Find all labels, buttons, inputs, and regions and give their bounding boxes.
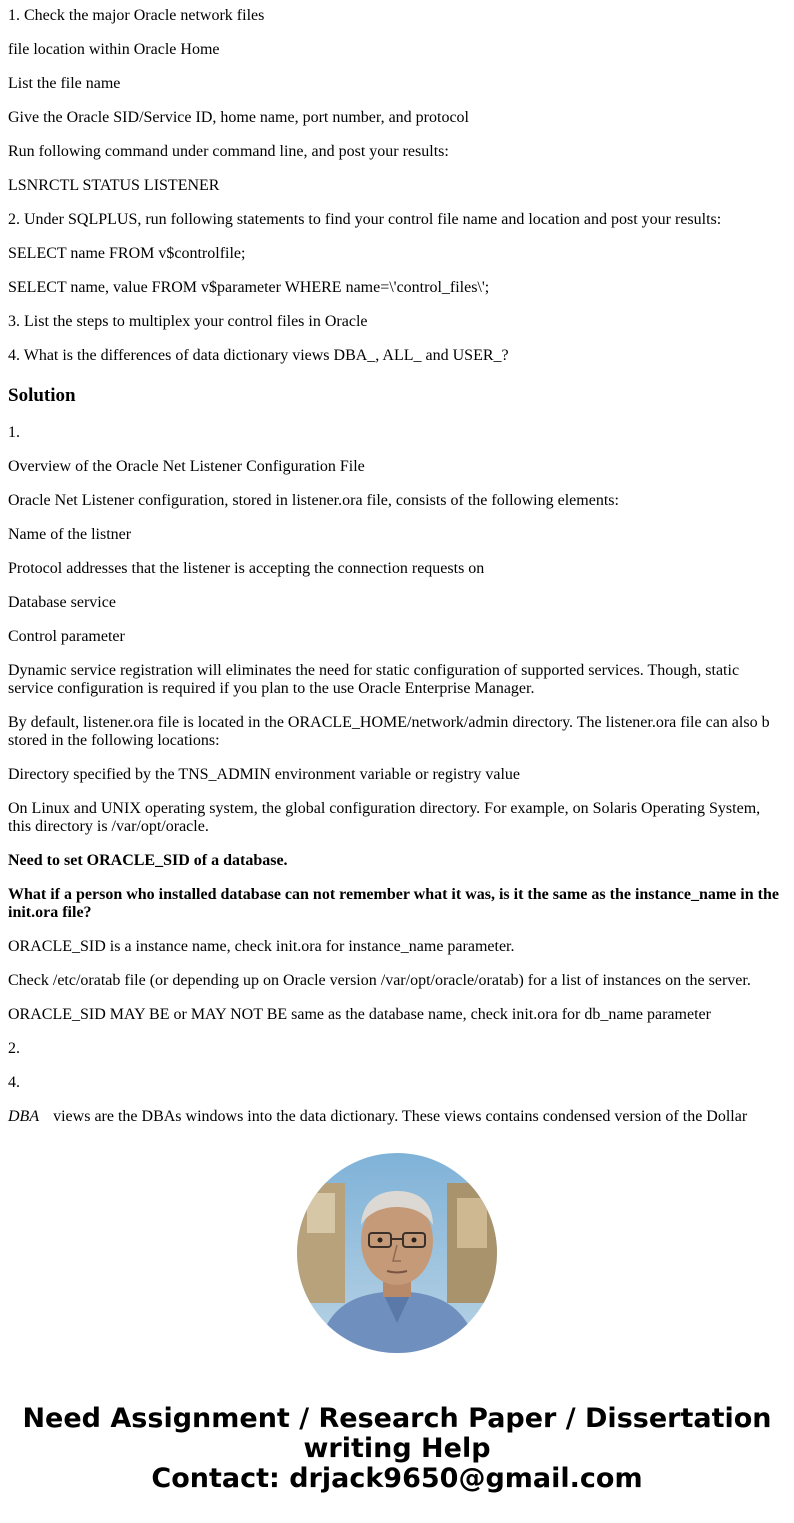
solution-paragraph: Control parameter (8, 628, 125, 645)
solution-paragraph: Check /etc/oratab file (or depending up on Oracle version /var/opt/oracle/oratab) for a list of instances on the server. (8, 972, 751, 989)
solution-paragraph: Database service (8, 594, 116, 611)
question-line: 3. List the steps to multiplex your control files in Oracle (8, 313, 368, 330)
question-line: SELECT name FROM v$controlfile; (8, 245, 246, 262)
author-photo (297, 1153, 497, 1353)
solution-paragraph: ORACLE_SID is a instance name, check init.ora for instance_name parameter. (8, 938, 515, 955)
solution-heading: Solution (8, 385, 76, 406)
question-line: file location within Oracle Home (8, 41, 220, 58)
solution-paragraph: Directory specified by the TNS_ADMIN environment variable or registry value (8, 766, 520, 783)
dba-views-paragraph (8, 1108, 780, 1126)
question-line: List the file name (8, 75, 121, 92)
solution-paragraph: ORACLE_SID MAY BE or MAY NOT BE same as the database name, check init.ora for db_name parameter (8, 1006, 711, 1023)
solution-paragraph-bold: What if a person who installed database can not remember what it was, is it the same as the instance_name in the init.ora file? (8, 886, 779, 921)
footer-line-2: writing Help (303, 1433, 491, 1464)
footer-contact-line: Contact: drjack9650@gmail.com (151, 1463, 643, 1494)
dba-term: DBA (8, 1108, 40, 1125)
author-avatar (297, 1153, 497, 1353)
solution-paragraph-bold: Need to set ORACLE_SID of a database. (8, 852, 288, 869)
question-line: Give the Oracle SID/Service ID, home name, port number, and protocol (8, 109, 469, 126)
solution-paragraph: Protocol addresses that the listener is accepting the connection requests on (8, 560, 485, 577)
solution-paragraph: 4. (8, 1074, 20, 1091)
question-line: 1. Check the major Oracle network files (8, 7, 265, 24)
solution-paragraph: Oracle Net Listener configuration, stored in listener.ora file, consists of the following elements: (8, 492, 619, 509)
question-line: SELECT name, value FROM v$parameter WHERE name=\'control_files\'; (8, 279, 490, 296)
question-line: 2. Under SQLPLUS, run following statements to find your control file name and location and post your results: (8, 211, 722, 228)
solution-paragraph: By default, listener.ora file is located in the ORACLE_HOME/network/admin directory. The listener.ora file can also b stored in the following locations: (8, 714, 770, 749)
footer-line-1: Need Assignment / Research Paper / Dissertation (22, 1403, 772, 1434)
question-line: LSNRCTL STATUS LISTENER (8, 177, 220, 194)
solution-paragraph: 1. (8, 424, 20, 441)
solution-paragraph: Name of the listner (8, 526, 132, 543)
question-line: 4. What is the differences of data dictionary views DBA_, ALL_ and USER_? (8, 347, 509, 364)
solution-paragraph: Overview of the Oracle Net Listener Configuration File (8, 458, 365, 475)
solution-paragraph: 2. (8, 1040, 20, 1057)
contact-footer (0, 1404, 794, 1494)
question-line: Run following command under command line, and post your results: (8, 143, 449, 160)
solution-paragraph: Dynamic service registration will eliminates the need for static configuration of supported services. Though, static service configuration is required if you plan to the use Oracle Enterprise Manager. (8, 662, 740, 697)
dba-description: views are the DBAs windows into the data dictionary. These views contains condensed version of the Dollar (53, 1108, 748, 1125)
solution-paragraph: On Linux and UNIX operating system, the global configuration directory. For example, on Solaris Operating System, this directory is /var/opt/oracle. (8, 800, 761, 835)
